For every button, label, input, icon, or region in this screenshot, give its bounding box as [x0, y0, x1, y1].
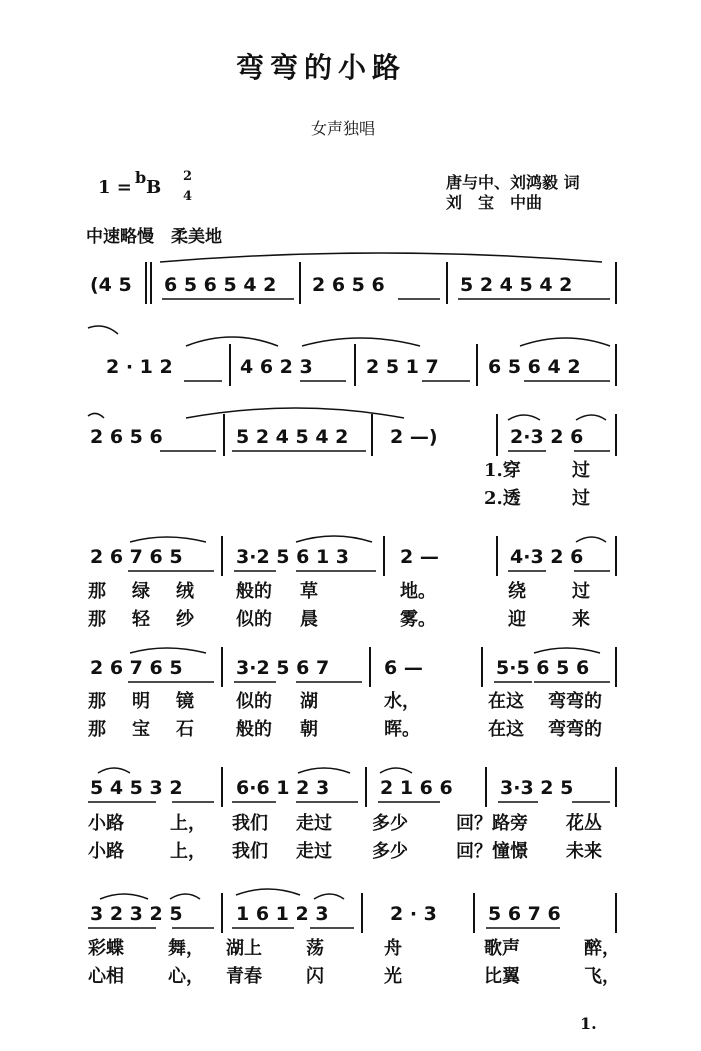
- slur: [380, 768, 412, 773]
- time-signature-bottom: 4: [183, 189, 193, 204]
- lyric: 晖。: [384, 719, 420, 740]
- lyric: 镜: [176, 691, 194, 712]
- lyric: 未来: [566, 841, 602, 862]
- measure-verse-3-2: 6·6 1 2 3: [236, 777, 330, 799]
- flat-sign: b: [135, 168, 147, 187]
- slur: [88, 413, 104, 418]
- lyric: 草: [300, 581, 318, 602]
- slur: [130, 537, 206, 542]
- measure-verse-4-1: 3 2 3 2 5: [90, 903, 183, 925]
- lyric: 舞，: [168, 938, 204, 959]
- lyric: 般的: [236, 719, 272, 740]
- lyric: 朝: [300, 719, 318, 740]
- lyric-pickup-1a: 1.穿: [484, 460, 521, 481]
- slur: [296, 536, 372, 542]
- measure-verse-3-1: 5 4 5 3 2: [90, 777, 183, 799]
- time-signature-top: 2: [183, 169, 193, 184]
- slur: [534, 648, 600, 653]
- slur: [170, 894, 200, 899]
- measure-intro-2-2: 4 6 2 3: [240, 356, 313, 378]
- song-title: 弯弯的小路: [236, 51, 407, 84]
- composer-credit: 刘 宝 中曲: [446, 193, 543, 212]
- measure-intro-1-2: 6 5 6 5 4 2: [164, 274, 277, 296]
- lyric-pickup-2a: 2.透: [484, 488, 521, 509]
- lyric: 似的: [236, 691, 272, 712]
- lyric: 比翼: [484, 966, 520, 987]
- measure-intro-2-1: 2 · 1 2: [106, 356, 173, 378]
- lyric: 闪: [306, 966, 324, 987]
- measure-verse-1-4: 4·3 2 6: [510, 546, 584, 568]
- slur: [236, 889, 300, 895]
- measure-verse-3-4: 3·3 2 5: [500, 777, 574, 799]
- measure-intro-3-1: 2 6 5 6: [90, 426, 163, 448]
- measure-intro-2-3: 2 5 1 7: [366, 356, 439, 378]
- lyric: 飞，: [584, 966, 620, 987]
- lyric: 雾。: [400, 609, 436, 630]
- measure-verse-2-4: 5·5 6 5 6: [496, 657, 590, 679]
- measure-intro-3-3: 2 —): [390, 426, 438, 448]
- lyric: 明: [132, 691, 150, 712]
- lyric: 地。: [400, 581, 436, 602]
- lyric: 多少: [372, 813, 408, 834]
- lyric: 上，: [170, 813, 206, 834]
- measure-pickup: 2·3 2 6: [510, 426, 584, 448]
- lyric: 绕: [508, 581, 526, 602]
- measure-intro-2-4: 6 5 6 4 2: [488, 356, 581, 378]
- lyric: 弯弯的: [548, 719, 602, 740]
- measure-verse-4-3: 2 · 3: [390, 903, 437, 925]
- lyric: 青春: [226, 966, 262, 987]
- lyric: 迎: [508, 609, 526, 630]
- lyric: 过: [572, 581, 590, 602]
- slur: [508, 415, 540, 420]
- lyric: 花丛: [566, 813, 602, 834]
- lyric: 湖: [300, 691, 318, 712]
- lyric: 绿: [132, 581, 150, 602]
- measure-verse-1-1: 2 6 7 6 5: [90, 546, 183, 568]
- lyric: 走过: [296, 841, 332, 862]
- key-note: B: [146, 177, 162, 198]
- measure-intro-1-3: 2 6 5 6: [312, 274, 385, 296]
- lyric: 回？路旁: [456, 813, 528, 834]
- lyric: 宝: [132, 719, 150, 740]
- lyric: 般的: [236, 581, 272, 602]
- lyric: 石: [176, 719, 194, 740]
- lyric: 醉，: [584, 938, 620, 959]
- lyric: 在这: [488, 719, 524, 740]
- slur: [298, 768, 350, 773]
- lyric: 多少: [372, 841, 408, 862]
- lyric: 歌声: [484, 938, 520, 959]
- lyric: 似的: [236, 609, 272, 630]
- page-number: 1.: [580, 1014, 597, 1033]
- slur: [100, 894, 148, 899]
- lyricist-credit: 唐与中、刘鸿毅 词: [446, 173, 580, 192]
- slur: [314, 894, 344, 899]
- measure-verse-1-3: 2 —: [400, 546, 439, 568]
- lyric: 回？憧憬: [456, 841, 528, 862]
- lyric: 水，: [384, 691, 420, 712]
- slur: [576, 537, 606, 542]
- lyric: 绒: [176, 581, 194, 602]
- slur: [88, 326, 118, 334]
- lyric: 心，: [168, 966, 204, 987]
- lyric: 舟: [384, 938, 402, 959]
- lyric: 那: [88, 581, 106, 602]
- measure-verse-2-3: 6 —: [384, 657, 423, 679]
- lyric: 光: [384, 966, 402, 987]
- slur: [98, 768, 130, 773]
- measure-verse-4-2: 1 6 1 2 3: [236, 903, 329, 925]
- lyric: 来: [572, 609, 590, 630]
- measure-verse-2-2: 3·2 5 6 7: [236, 657, 330, 679]
- lyric: 那: [88, 691, 106, 712]
- lyric: 在这: [488, 691, 524, 712]
- lyric: 走过: [296, 813, 332, 834]
- lyric: 我们: [232, 813, 268, 834]
- lyric: 我们: [232, 841, 268, 862]
- measure-verse-2-1: 2 6 7 6 5: [90, 657, 183, 679]
- lyric: 彩蝶: [88, 938, 124, 959]
- slur: [186, 337, 278, 346]
- lyric: 上，: [170, 841, 206, 862]
- lyric: 荡: [306, 938, 324, 959]
- lyric: 晨: [300, 609, 318, 630]
- slur: [130, 648, 206, 653]
- lyric: 小路: [88, 813, 124, 834]
- measure-verse-3-3: 2 1 6 6: [380, 777, 453, 799]
- lyric: 小路: [88, 841, 124, 862]
- measure-intro-1-1: (4 5: [90, 274, 132, 296]
- lyric: 心相: [88, 966, 124, 987]
- lyric: 那: [88, 719, 106, 740]
- lyric-pickup-2b: 过: [572, 488, 590, 509]
- measure-intro-1-4: 5 2 4 5 4 2: [460, 274, 573, 296]
- lyric-pickup-1b: 过: [572, 460, 590, 481]
- slur: [302, 338, 420, 346]
- lyric: 那: [88, 609, 106, 630]
- lyric: 轻: [132, 609, 150, 630]
- lyric: 纱: [176, 609, 194, 630]
- lyric: 弯弯的: [548, 691, 602, 712]
- slur: [520, 338, 610, 346]
- performance-note: 女声独唱: [311, 119, 376, 138]
- measure-verse-4-4: 5 6 7 6: [488, 903, 561, 925]
- measure-intro-3-2: 5 2 4 5 4 2: [236, 426, 349, 448]
- measure-verse-1-2: 3·2 5 6 1 3: [236, 546, 349, 568]
- lyric: 湖上: [226, 938, 262, 959]
- slur: [576, 415, 606, 420]
- slur: [160, 253, 602, 262]
- tempo-marking: 中速略慢 柔美地: [86, 227, 222, 247]
- key-prefix: 1 =: [98, 177, 132, 198]
